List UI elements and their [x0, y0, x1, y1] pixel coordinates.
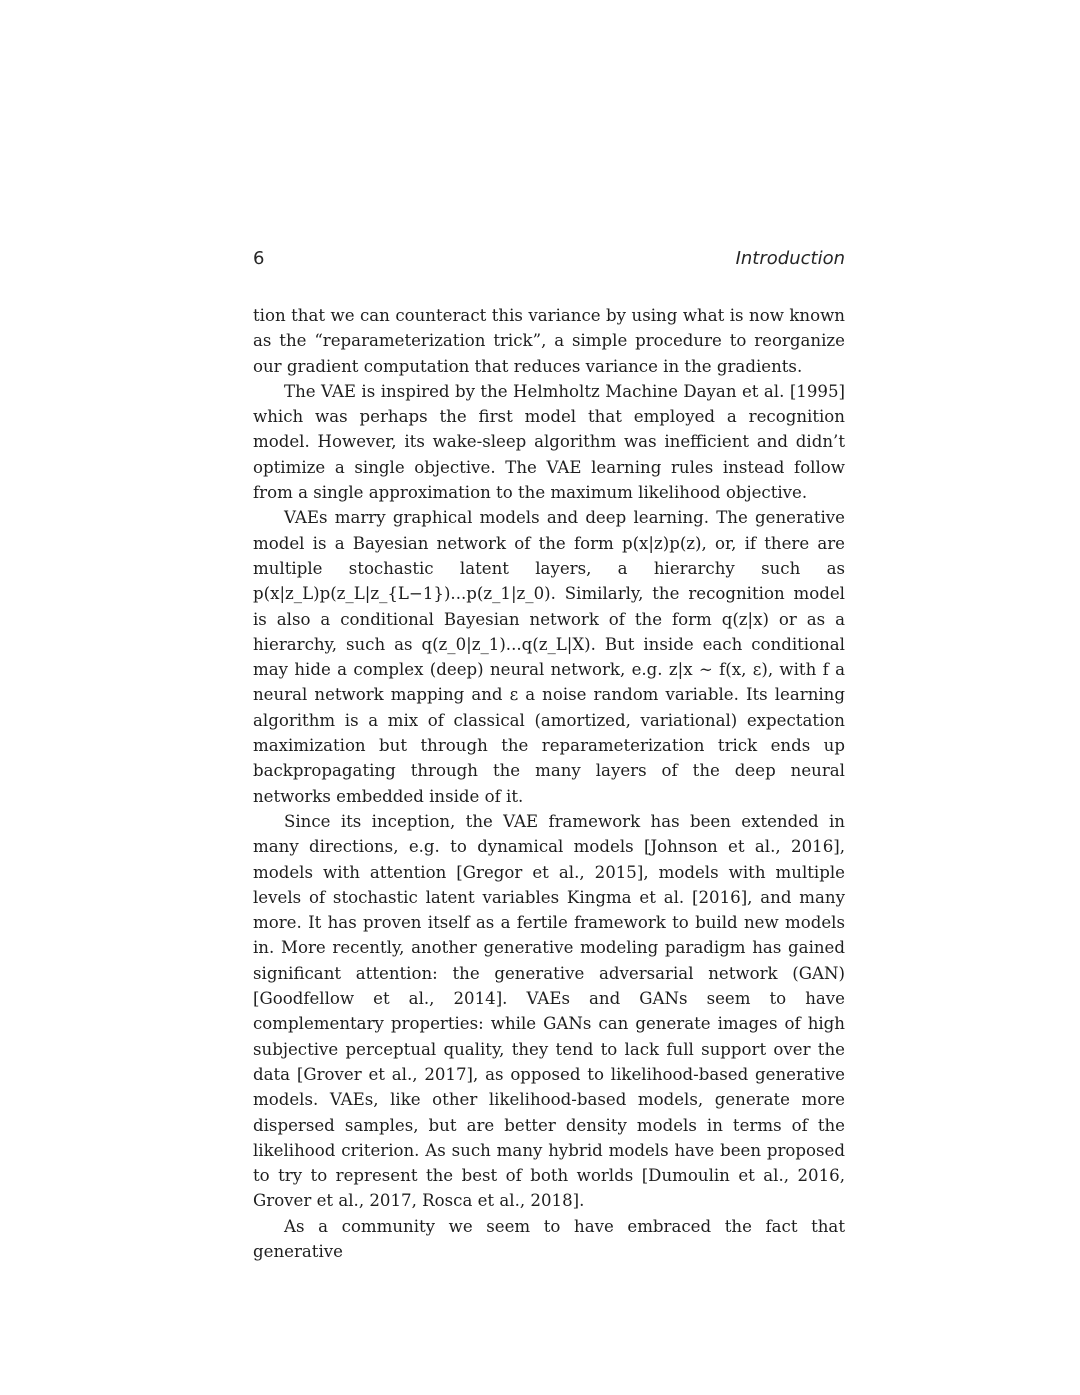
body-text: [253, 303, 845, 1264]
page-number: 6: [253, 248, 265, 269]
page-header: [253, 245, 845, 273]
paragraph-helmholtz: The VAE is inspired by the Helmholtz Machine Dayan et al. [1995] which was perhaps the first model that employed a recognition model. However, its wake-sleep algorithm was inefficient and didn’t optimize a single objective. The VAE learning rules instead follow from a single approximation to the maximum likelihood objective.: [253, 381, 845, 503]
running-head: Introduction: [735, 248, 845, 269]
paragraph-continuation: tion that we can counteract this variance by using what is now known as the “reparameterization trick”, a simple procedure to reorganize our gradient computation that reduces variance in the gradients.: [253, 306, 845, 376]
paragraph-graphical-models: VAEs marry graphical models and deep learning. The generative model is a Bayesian network of the form p(x|z)p(z), or, if there are multiple stochastic latent layers, a hierarchy such as p(x|z_L)p(z_L|z_{L−1})...p(z_1|z_0). Similarly, the recognition model is also a conditional Bayesian network of the form q(z|x) or as a hierarchy, such as q(z_0|z_1)...q(z_L|X). But inside each conditional may hide a complex (deep) neural network, e.g. z|x ∼ f(x, ε), with f a neural network mapping and ε a noise random variable. Its learning algorithm is a mix of classical (amortized, variational) expectation maximization but through the reparameterization trick ends up backpropagating through the many layers of the deep neural networks embedded inside of it.: [253, 508, 845, 806]
paragraph-community: As a community we seem to have embraced the fact that generative: [253, 1216, 845, 1261]
paragraph-extensions: Since its inception, the VAE framework has been extended in many directions, e.g. to dynamical models [Johnson et al., 2016], models with attention [Gregor et al., 2015], models with multiple levels of stochastic latent variables Kingma et al. [2016], and many more. It has proven itself as a fertile framework to build new models in. More recently, another generative modeling paradigm has gained significant attention: the generative adversarial network (GAN) [Goodfellow et al., 2014]. VAEs and GANs seem to have complementary properties: while GANs can generate images of high subjective perceptual quality, they tend to lack full support over the data [Grover et al., 2017], as opposed to likelihood-based generative models. VAEs, like other likelihood-based models, generate more dispersed samples, but are better density models in terms of the likelihood criterion. As such many hybrid models have been proposed to try to represent the best of both worlds [Dumoulin et al., 2016, Grover et al., 2017, Rosca et al., 2018].: [253, 811, 845, 1211]
